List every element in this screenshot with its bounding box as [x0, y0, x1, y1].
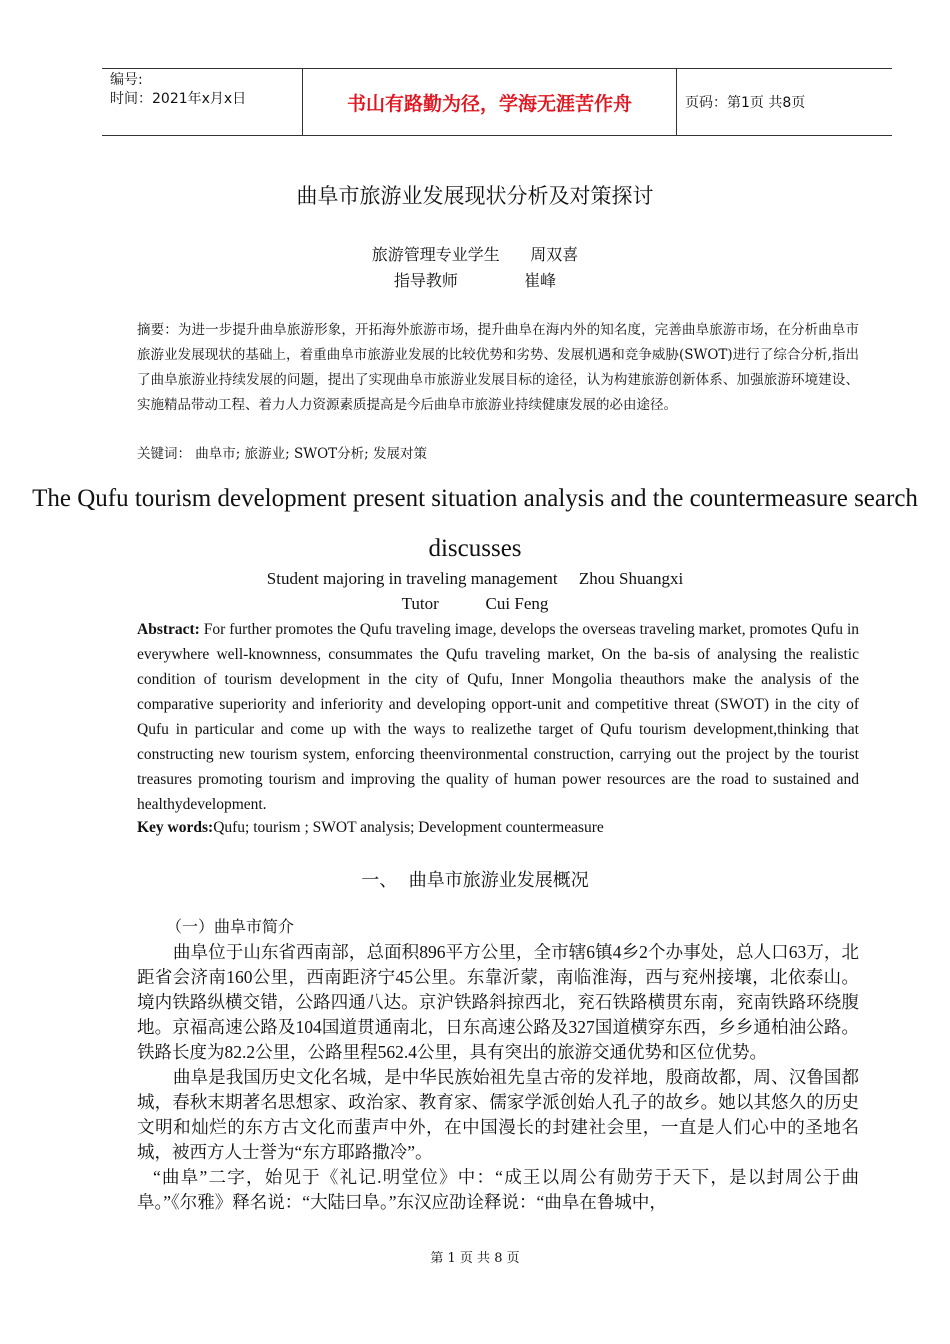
student-row [0, 242, 950, 268]
student-name: 周双喜 [530, 245, 579, 264]
body-paragraph: “曲阜”二字，始见于《礼记.明堂位》中：“成王以周公有勋劳于天下，是以封周公于曲阜。”《尔雅》释名说：“大陆曰阜。”东汉应劭诠释说：“曲阜在鲁城中， [137, 1167, 859, 1212]
tutor-role: 指导教师 [393, 271, 458, 290]
english-title: The Qufu tourism development present situation analysis and the countermeasure search discusses [32, 485, 918, 562]
en-student-name: Zhou Shuangxi [578, 569, 684, 588]
keywords-cn [137, 442, 427, 467]
keywords-en-text: Qufu; tourism ; SWOT analysis; Development countermeasure [213, 819, 604, 836]
page-info: 页码：第1页 共8页 [685, 95, 806, 111]
keywords-en [137, 815, 604, 840]
en-tutor-name: Cui Feng [485, 594, 549, 613]
subsection-heading: （一）曲阜市简介 [166, 917, 295, 936]
header-meta-cell [102, 69, 303, 135]
en-student-row [0, 566, 950, 591]
header-table [102, 68, 892, 136]
abstract-cn-label: 摘要： [137, 322, 178, 338]
body-paragraph: 曲阜位于山东省西南部，总面积896平方公里，全市辖6镇4乡2个办事处，总人口63万，北距省会济南160公里，西南距济宁45公里。东靠沂蒙，南临淮海，西与兖州接壤，北依泰山。境内铁路纵横交错，公路四通八达。京沪铁路斜掠西北，兖石铁路横贯东南，兖南铁路环绕腹地。京福高速公路及104国道贯通南北，日东高速公路及327国道横穿东西，乡乡通柏油公路。铁路长度为82.2公里，公路里程562.4公里，具有突出的旅游交通优势和区位优势。 [137, 942, 859, 1062]
keywords-en-label: Key words: [137, 819, 214, 836]
en-tutor-row [0, 591, 950, 616]
page-footer: 第 1 页 共 8 页 [430, 1251, 520, 1266]
abstract-en [137, 617, 859, 817]
tutor-row [0, 268, 950, 294]
tutor-name: 崔峰 [524, 271, 557, 290]
keywords-cn-label: 关键词： [137, 446, 191, 462]
abstract-cn-text: 为进一步提升曲阜旅游形象，开拓海外旅游市场，提升曲阜在海内外的知名度，完善曲阜旅游市场，在分析曲阜市旅游业发展现状的基础上，着重曲阜市旅游业发展的比较优势和劣势、发展机遇和竞争威胁(SWOT)进行了综合分析,指出了曲阜旅游业持续发展的问题，提出了实现曲阜市旅游业发展目标的途径，认为构建旅游创新体系、加强旅游环境建设、实施精品带动工程、着力人力资源素质提高是今后曲阜市旅游业持续健康发展的必由途径。 [137, 322, 859, 413]
body-text [137, 940, 859, 1215]
header-motto-cell [303, 69, 677, 135]
student-role: 旅游管理专业学生 [371, 245, 500, 264]
abstract-en-text: For further promotes the Qufu traveling image, develops the overseas traveling market, promotes Qufu in everywhere well-knownness, consummates the Qufu traveling market, On the ba-sis of analysing the realistic condition of tourism development in the city of Qufu, Inner Mongolia theauthors make the analysis of the comparative superiority and inferiority and developing opport-unit and competitive threat (SWOT) in the city of Qufu in particular and come up with the ways to realizethe target of Qufu tourism development,thinking that constructing new tourism system, enforcing theenvironmental construction, carrying out the project by the tourist treasures promoting tourism and improving the quality of human power resources are the road to sustained and healthydevelopment. [137, 621, 860, 813]
time-label: 时间：2021年x月x日 [110, 91, 247, 107]
en-tutor-role: Tutor [401, 594, 439, 613]
section-heading: 一、 曲阜市旅游业发展概况 [361, 870, 589, 891]
number-label: 编号: [110, 72, 143, 88]
motto-text: 书山有路勤为径，学海无涯苦作舟 [346, 92, 632, 115]
paper-title: 曲阜市旅游业发展现状分析及对策探讨 [296, 184, 654, 208]
body-paragraph: 曲阜是我国历史文化名城，是中华民族始祖先皇古帝的发祥地，殷商故都，周、汉鲁国都城，春秋末期著名思想家、政治家、教育家、儒家学派创始人孔子的故乡。她以其悠久的历史文明和灿烂的东方古文化而蜚声中外，在中国漫长的封建社会里，一直是人们心中的圣地名城，被西方人士誉为“东方耶路撒冷”。 [137, 1067, 859, 1162]
abstract-cn [137, 318, 859, 418]
abstract-en-label: Abstract: [137, 621, 200, 638]
header-page-cell [677, 69, 892, 135]
en-student-role: Student majoring in traveling management [266, 569, 558, 588]
keywords-cn-text: 曲阜市; 旅游业; SWOT分析; 发展对策 [195, 446, 428, 462]
author-block [0, 242, 950, 294]
english-author-block [0, 566, 950, 616]
